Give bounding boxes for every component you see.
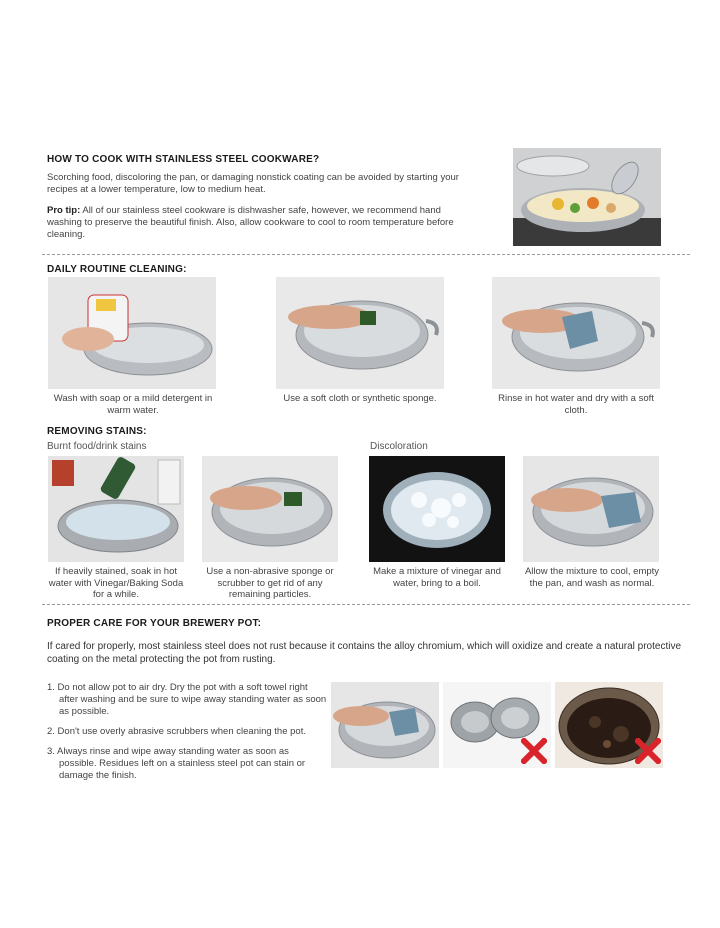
care-photo-scrubbers (443, 682, 551, 768)
care-steps (47, 682, 327, 790)
cooking-body: Scorching food, discoloring the pan, or damaging nonstick coating can be avoided by starting your recipes at a lower temperature, low to medium heat. (47, 172, 459, 195)
daily-photo-sponge (276, 277, 444, 389)
not-allowed-x-icon (521, 738, 547, 764)
daily-caption-3: Rinse in hot water and dry with a soft cloth. (498, 393, 654, 416)
discoloration-photo-wash (523, 456, 659, 562)
stain-caption-1: If heavily stained, soak in hot water with Vinegar/Baking Soda for a while. (48, 566, 184, 600)
stain-caption-2: Use a non-abrasive sponge or scrubber to get rid of any remaining particles. (206, 566, 334, 600)
care-photo-dry (331, 682, 439, 768)
daily-caption-2: Use a soft cloth or synthetic sponge. (283, 393, 437, 404)
discoloration-photo-boil (369, 456, 505, 562)
stain-caption-4: Allow the mixture to cool, empty the pan, and wash as normal. (524, 566, 660, 589)
stain-photo-soak (48, 456, 184, 562)
care-intro: If cared for properly, most stainless steel does not rust because it contains the alloy chromium, which will oxidize and create a natural protective coating on the metal protecting the pot from rusting. (47, 641, 682, 665)
pro-tip-text: All of our stainless steel cookware is dishwasher safe, however, we recommend hand washing to preserve the beautiful finish. Also, allow cookware to cool to room temperature before cleaning. (47, 205, 454, 240)
care-photo-burnt-pot (555, 682, 663, 768)
stains-heading: REMOVING STAINS: (47, 426, 147, 437)
care-step-3: 3. Always rinse and wipe away standing water as soon as possible. Residues left on a stainless steel pot can stain or damage the finish. (47, 746, 306, 781)
pro-tip-label: Pro tip: (47, 205, 81, 216)
care-step-1: 1. Do not allow pot to air dry. Dry the pot with a soft towel right after washing and be sure to wipe away standing water as soon as possible. (47, 682, 327, 717)
not-allowed-x-icon (635, 738, 661, 764)
stain-caption-3: Make a mixture of vinegar and water, bring to a boil. (373, 566, 501, 589)
cooking-heading: HOW TO COOK WITH STAINLESS STEEL COOKWARE? (47, 154, 320, 165)
daily-caption-1: Wash with soap or a mild detergent in warm water. (53, 393, 213, 416)
stain-photo-scrub (202, 456, 338, 562)
divider-1 (42, 254, 690, 255)
wok-cooking-photo (513, 148, 661, 246)
pro-tip (47, 205, 477, 241)
care-heading: PROPER CARE FOR YOUR BREWERY POT: (47, 618, 262, 629)
burnt-label: Burnt food/drink stains (47, 441, 147, 452)
daily-heading: DAILY ROUTINE CLEANING: (47, 264, 187, 275)
divider-2 (42, 604, 690, 605)
daily-photo-cloth (492, 277, 660, 389)
daily-photo-soap (48, 277, 216, 389)
discoloration-label: Discoloration (370, 441, 428, 452)
care-step-2: 2. Don't use overly abrasive scrubbers when cleaning the pot. (47, 726, 306, 737)
